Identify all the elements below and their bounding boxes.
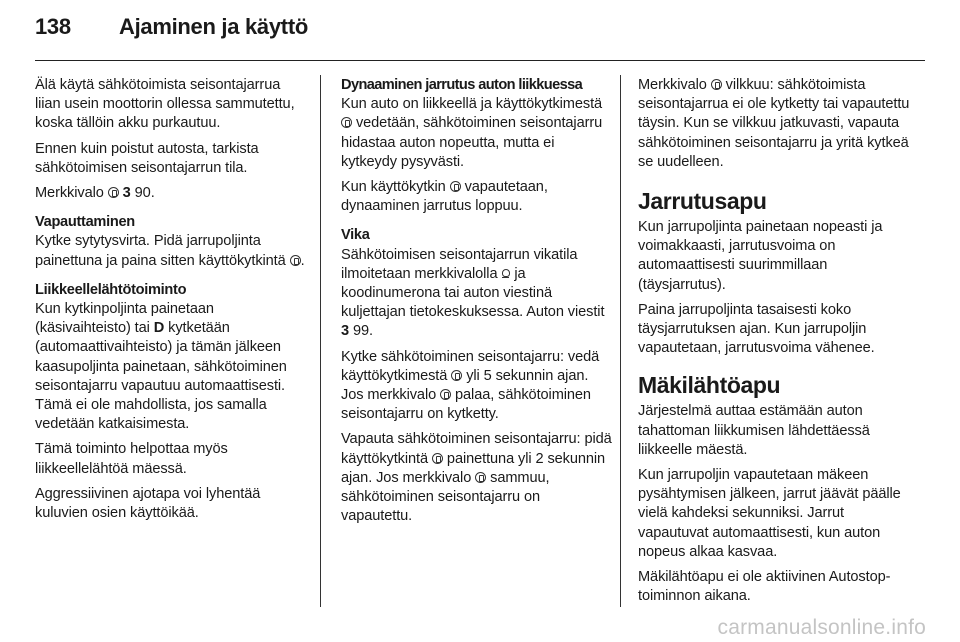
paragraph: Paina jarrupoljinta tasaisesti koko täysjarrutuksen ajan. Kun jarrupoljin vapautetaan, jarrutusvoima vähenee. [638, 301, 875, 357]
page-title: Ajaminen ja käyttö [119, 14, 308, 39]
section-heading-dynamic-braking: Dynaaminen jarrutus auton liikkuessa [341, 77, 583, 93]
paragraph: Ennen kuin poistut autosta, tarkista sähkötoimisen seisontajarrun tila. [35, 140, 259, 176]
paragraph: Merkkivalo vilkkuu: sähkötoimista seisontajarrua ei ole kytketty tai vapautettu täysin. Kun se vilkkuu jatkuvasti, vapauta sähkötoiminen seisontajarru ja yritä kytkeä se uudelleen. [638, 77, 910, 170]
paragraph: Kun auto on liikkeellä ja käyttökytkimestä vedetään, sähkötoiminen seisontajarru hidastaa auton nopeutta, mutta ei kytkeydy pysyvästi. [341, 96, 603, 170]
section-heading-hill-start-assist: Mäkilähtöapu [638, 372, 781, 399]
column-3 [638, 76, 910, 612]
paragraph: Aggressiivinen ajotapa voi lyhentää kuluvien osien käyttöikää. [35, 485, 261, 522]
section-heading-brake-assist: Jarrutusapu [638, 188, 767, 215]
section-heading-release: Vapauttaminen [35, 214, 135, 231]
paragraph: Kun kytkinpoljinta painetaan (käsivaihteisto) tai D kytketään (automaattivaihteisto) ja tämän jälkeen kaasupoljinta painetaan, sähkötoiminen seisontajarru vapautuu automaattisesti. Tämä ei ole mahdollista, jos samalla vedetään katkaisimesta. [35, 301, 287, 433]
paragraph: Kun jarrupoljin vapautetaan mäkeen pysähtymisen jälkeen, jarrut jäävät päälle vielä kahdeksi sekunniksi. Jarrut vapautuvat automaattisesti, kun auton nopeus alkaa kasvaa. [638, 467, 901, 560]
paragraph: Kun jarrupoljinta painetaan nopeasti ja voimakkaasti, jarrutusvoima on automaattisesti suurimmillaan (täysjarrutus). [638, 219, 883, 293]
paragraph: Kytke sähkötoiminen seisontajarru: vedä käyttökytkimestä yli 5 sekunnin ajan. Jos merkkivalo palaa, sähkötoiminen seisontajarru on kytketty. [341, 348, 600, 423]
page-link[interactable]: 90. [130, 185, 155, 202]
section-heading-fault: Vika [341, 227, 370, 244]
column-1 [35, 76, 307, 529]
paragraph: Sähkötoimisen seisontajarrun vikatila ilmoitetaan merkkivalolla ja koodinumerona tai auton viestinä kuljettajan tietokeskuksessa. Auton viestit 3 99. [341, 246, 605, 340]
page-number: 138 [35, 14, 71, 39]
parking-brake-icon [290, 255, 301, 266]
column-2 [341, 76, 613, 532]
paragraph: Mäkilähtöapu ei ole aktiivinen Autostop-toiminnon aikana. [638, 569, 891, 605]
section-heading-auto-release: Liikkeellelähtötoiminto [35, 281, 187, 298]
paragraph: Älä käytä sähkötoimista seisontajarrua liian usein moottorin ollessa sammutettu, koska tällöin akku purkautuu. [35, 77, 295, 132]
parking-brake-icon [341, 117, 352, 128]
paragraph: Vapauta sähkötoiminen seisontajarru: pidä käyttökytkintä painettuna yli 2 sekunnin ajan. Jos merkkivalo sammuu, sähkötoiminen seisontajarru on vapautettu. [341, 431, 612, 525]
paragraph: Tämä toiminto helpottaa myös liikkeellelähtöä mäessä. [35, 441, 228, 477]
parking-brake-icon [440, 389, 451, 400]
parking-brake-icon [108, 187, 119, 198]
paragraph: Järjestelmä auttaa estämään auton tahattoman liikkumisen lähdettäessä liikkeelle mäestä. [638, 403, 870, 458]
parking-brake-icon [450, 181, 461, 192]
reference-arrow-icon[interactable]: 3 [341, 323, 350, 340]
paragraph: Kytke sytytysvirta. Pidä jarrupoljinta painettuna ja paina sitten käyttökytkintä . [35, 233, 305, 269]
watermark: carmanualsonline.info [717, 616, 926, 639]
brake-warning-icon [501, 268, 510, 279]
header-rule [35, 60, 925, 61]
page-header [35, 14, 308, 50]
page-link[interactable]: 99. [349, 323, 373, 340]
parking-brake-icon [451, 370, 462, 381]
paragraph: Kun käyttökytkin vapautetaan, dynaaminen jarrutus loppuu. [341, 179, 548, 215]
parking-brake-icon [475, 472, 486, 483]
column-divider [620, 75, 621, 607]
paragraph: Merkkivalo 3 90. [35, 185, 155, 202]
parking-brake-icon [711, 79, 722, 90]
column-divider [320, 75, 321, 607]
gear-d-label: D [153, 320, 165, 337]
reference-arrow-icon[interactable]: 3 [122, 185, 131, 202]
parking-brake-icon [432, 453, 443, 464]
